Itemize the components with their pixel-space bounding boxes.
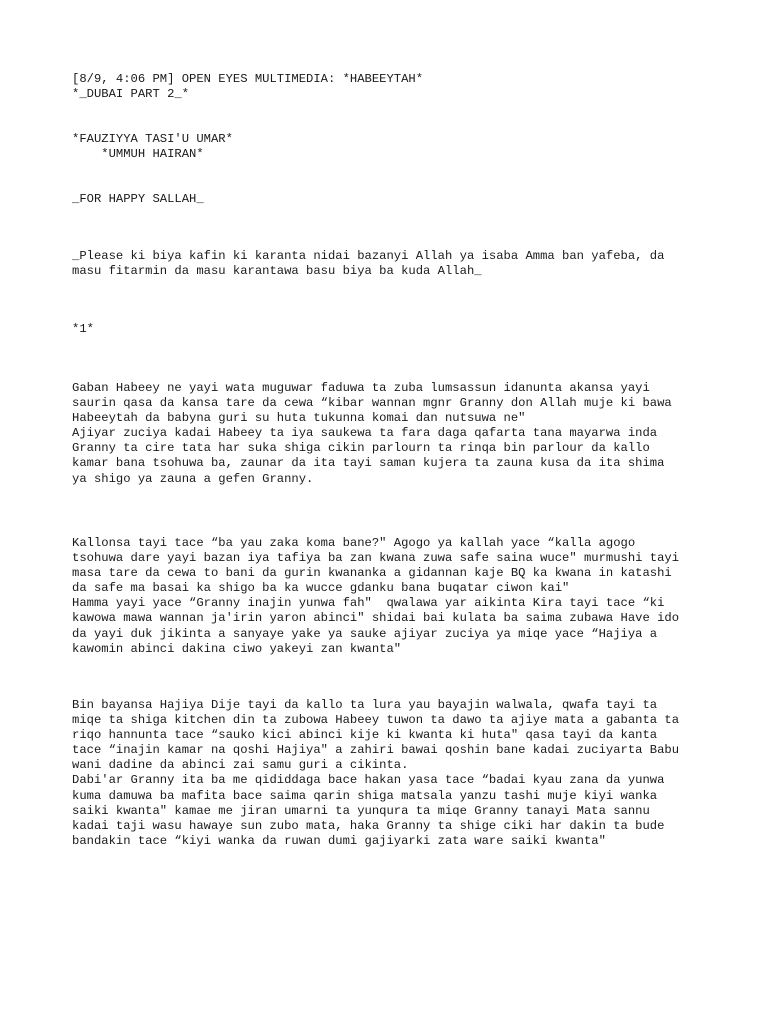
- dedication: _FOR HAPPY SALLAH_: [72, 192, 204, 206]
- paragraph-line: riqo hannunta tace “sauko kici abinci kije ki kwanta ki huta" qasa tayi da kanta: [72, 728, 658, 743]
- paragraph-line: bandakin tace “kiyi wanka da ruwan dumi gajiyarki zata ware saiki kwanta": [72, 833, 606, 848]
- paragraph-line: Hamma yayi yace “Granny inajin yunwa fah" qwalawa yar aikinta Kira tayi tace “ki: [72, 596, 665, 611]
- author-pen-name: *UMMUH HAIRAN*: [72, 147, 204, 161]
- payment-notice: [72, 249, 664, 279]
- paragraph-line: kawomin abinci dakina ciwo yakeyi zan kwanta": [72, 641, 402, 656]
- paragraph-line: da yayi duk jikinta a sanyaye yake ya sauke ajiyar zuciya ya miqe yace “Hajiya a: [72, 626, 658, 641]
- paragraph-line: kuma damuwa ba mafita bace saima qarin shiga matsala yanzu tashi muje kiyi wanka: [72, 788, 658, 803]
- paragraph-line: miqe ta shiga kitchen din ta zubowa Habeey tuwon ta dawo ta ajiye mata a gabanta ta: [72, 713, 680, 728]
- paragraph-line: Bin bayansa Hajiya Dije tayi da kallo ta lura yau bayajin walwala, qwafa tayi ta: [72, 698, 658, 712]
- paragraph-line: Granny ta cire tata har suka shiga cikin parlourn ta rinqa bin parlour da kallo: [72, 441, 650, 456]
- paragraph-2: [72, 536, 679, 657]
- paragraph-line: ya shigo ya zauna a gefen Granny.: [72, 471, 314, 486]
- paragraph-line: Kallonsa tayi tace “ba yau zaka koma bane?" Agogo ya kallah yace “kalla agogo: [72, 536, 636, 550]
- notice-line: _Please ki biya kafin ki karanta nidai bazanyi Allah ya isaba Amma ban yafeba, da: [72, 249, 665, 263]
- paragraph-line: tsohuwa dare yayi bazan iya tafiya ba zan kwana zuwa safe saina wuce" murmushi tayi: [72, 551, 680, 566]
- paragraph-line: saurin qasa da kansa tare da cewa “kibar wannan mgnr Granny don Allah muje ki bawa: [72, 396, 672, 411]
- story-subtitle: *_DUBAI PART 2_*: [72, 87, 190, 101]
- paragraph-line: Dabi'ar Granny ita ba me qididdaga bace hakan yasa tace “badai kyau zana da yunwa: [72, 773, 665, 788]
- paragraph-line: Habeeytah da babyna guri su huta tukunna komai dan nutsuwa ne": [72, 411, 526, 426]
- paragraph-line: da safe ma basai ka shigo ba ka wucce gdanku bana buqatar ciwon kai": [72, 581, 570, 596]
- paragraph-line: masa tare da cewa to bani da gurin kwananka a gidannan kaje BQ ka kwana in katashi: [72, 566, 672, 581]
- paragraph-line: saiki kwanta" kamae me jiran umarni ta yunqura ta miqe Granny tanayi Mata sannu: [72, 803, 650, 818]
- message-header: [8/9, 4:06 PM] OPEN EYES MULTIMEDIA: *HABEEYTAH*: [72, 72, 424, 86]
- paragraph-line: kamar bana tsohuwa ba, zaunar da ita tayi saman kujera ta zauna kusa da ita shima: [72, 456, 665, 471]
- notice-line: masu fitarmin da masu karantawa basu biya ba kuda Allah_: [72, 264, 482, 279]
- paragraph-1: [72, 381, 672, 487]
- author-name: *FAUZIYYA TASI'U UMAR*: [72, 132, 233, 146]
- paragraph-line: Gaban Habeey ne yayi wata muguwar faduwa ta zuba lumsassun idanunta akansa yayi: [72, 381, 650, 395]
- paragraph-line: wani dadine da abinci zai samu guri a cikinta.: [72, 758, 409, 773]
- paragraph-line: tace “inajin kamar na qoshi Hajiya" a zahiri bawai qoshin bane kadai zuciyarta Babu: [72, 743, 680, 758]
- paragraph-line: kadai taji wasu hawaye sun zubo mata, haka Granny ta shige ciki har dakin ta bude: [72, 818, 665, 833]
- chapter-marker: *1*: [72, 322, 94, 336]
- paragraph-line: Ajiyar zuciya kadai Habeey ta iya saukewa ta fara daga qafarta tana mayarwa inda: [72, 426, 658, 441]
- paragraph-line: kawowa mawa wannan ja'irin yaron abinci" shidai bai kulata ba saima zubawa Have ido: [72, 611, 680, 626]
- paragraph-3: [72, 698, 679, 849]
